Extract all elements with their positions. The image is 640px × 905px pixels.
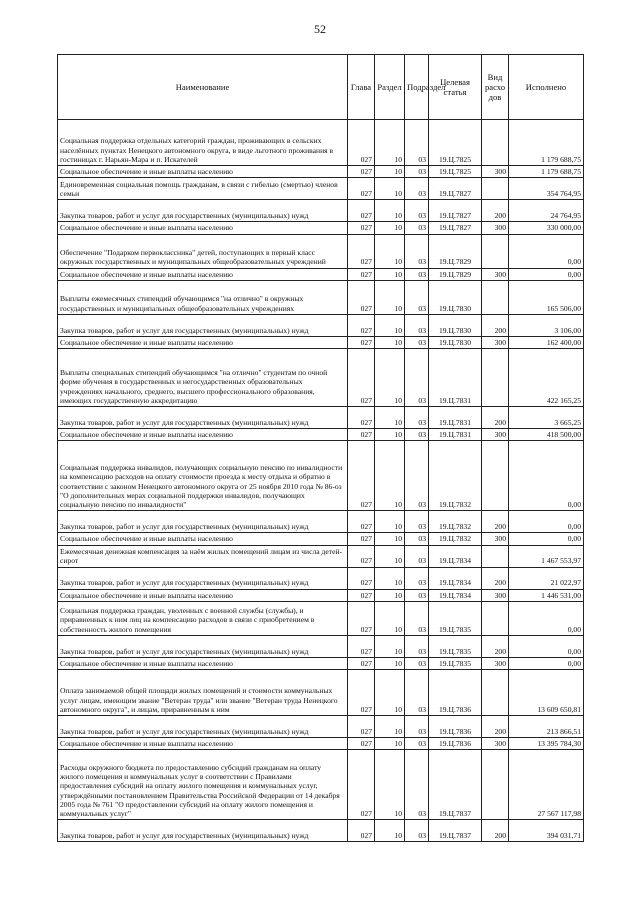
row-razdel: 10 [375,166,405,178]
row-glava: 027 [348,545,375,567]
row-name: Выплаты ежемесячных стипендий обучающимся "на отлично" в окружных государственных и муниципальных общеобразовательных учреждениях [58,280,348,314]
table-row [58,589,584,601]
row-celevaya-statya: 19.Ц.7831 [429,429,482,441]
row-podrazdel: 03 [405,635,429,657]
row-ispolneno: 0,00 [509,268,584,280]
row-glava: 027 [348,222,375,234]
row-vid-rashodov: 300 [482,166,509,178]
row-podrazdel: 03 [405,820,429,842]
row-podrazdel: 03 [405,200,429,222]
row-razdel: 10 [375,349,405,407]
row-vid-rashodov: 200 [482,716,509,738]
row-celevaya-statya: 19.Ц.7832 [429,533,482,545]
row-ispolneno: 0,00 [509,601,584,635]
row-podrazdel: 03 [405,750,429,820]
header-razdel: Раздел [375,55,405,120]
table-row [58,716,584,738]
table-row [58,200,584,222]
row-ispolneno: 27 567 117,98 [509,750,584,820]
row-vid-rashodov [482,441,509,511]
row-vid-rashodov: 200 [482,820,509,842]
row-celevaya-statya: 19.Ц.7837 [429,750,482,820]
row-podrazdel: 03 [405,738,429,750]
row-ispolneno: 0,00 [509,441,584,511]
budget-execution-table [57,54,584,842]
row-glava: 027 [348,670,375,716]
row-name: Социальное обеспечение и иные выплаты населению [58,657,348,669]
row-ispolneno: 13 609 650,81 [509,670,584,716]
row-name: Социальная поддержка граждан, уволенных с военной службы (службы), и приравненных к ним лиц на компенсацию расходов в связи с приобретением в собственность жилого помещения [58,601,348,635]
row-name: Расходы окружного бюджета по предоставлению субсидий гражданам на оплату жилого помещения и коммунальных услуг в соответствии с Правилами предоставления субсидий на оплату жилого помещения и коммунальных услуг, утверждёнными постановлением Правительства Российской Федерации от 14 декабря 2005 года № 761 "О предоставлении субсидий на оплату жилого помещения и коммунальных услуг" [58,750,348,820]
row-glava: 027 [348,657,375,669]
row-razdel: 10 [375,200,405,222]
table-row [58,750,584,820]
row-celevaya-statya: 19.Ц.7835 [429,635,482,657]
row-ispolneno: 165 506,00 [509,280,584,314]
row-ispolneno: 394 031,71 [509,820,584,842]
row-glava: 027 [348,429,375,441]
row-glava: 027 [348,738,375,750]
row-podrazdel: 03 [405,222,429,234]
row-glava: 027 [348,349,375,407]
row-razdel: 10 [375,716,405,738]
row-vid-rashodov [482,234,509,268]
row-glava: 027 [348,820,375,842]
row-name: Выплаты специальных стипендий обучающимся "на отлично" студентам по очной форме обучения в государственных и негосударственных образовательных учреждениях начального, среднего, высшего профессионального образования, имеющих государственную аккредитацию [58,349,348,407]
row-name: Закупка товаров, работ и услуг для государственных (муниципальных) нужд [58,567,348,589]
row-razdel: 10 [375,441,405,511]
row-podrazdel: 03 [405,336,429,348]
row-vid-rashodov [482,545,509,567]
row-name: Социальное обеспечение и иные выплаты населению [58,268,348,280]
row-glava: 027 [348,314,375,336]
table-row [58,349,584,407]
row-name: Обеспечение "Подарком первоклассника" детей, поступающих в первый класс окружных государственных и муниципальных общеобразовательных учреждений [58,234,348,268]
row-razdel: 10 [375,336,405,348]
row-ispolneno: 1 446 531,00 [509,589,584,601]
row-ispolneno: 213 866,51 [509,716,584,738]
row-name: Закупка товаров, работ и услуг для государственных (муниципальных) нужд [58,407,348,429]
row-name: Закупка товаров, работ и услуг для государственных (муниципальных) нужд [58,716,348,738]
row-ispolneno: 0,00 [509,533,584,545]
row-glava: 027 [348,166,375,178]
row-razdel: 10 [375,314,405,336]
row-razdel: 10 [375,601,405,635]
row-podrazdel: 03 [405,280,429,314]
row-vid-rashodov [482,670,509,716]
header-podrazdel: Подраздел [405,55,429,120]
table-row [58,280,584,314]
row-glava: 027 [348,716,375,738]
row-glava: 027 [348,635,375,657]
row-name: Закупка товаров, работ и услуг для государственных (муниципальных) нужд [58,511,348,533]
row-name: Социальное обеспечение и иные выплаты населению [58,222,348,234]
row-name: Закупка товаров, работ и услуг для государственных (муниципальных) нужд [58,200,348,222]
row-celevaya-statya: 19.Ц.7835 [429,657,482,669]
table-row [58,533,584,545]
row-podrazdel: 03 [405,545,429,567]
row-celevaya-statya: 19.Ц.7827 [429,200,482,222]
row-razdel: 10 [375,567,405,589]
row-razdel: 10 [375,533,405,545]
row-razdel: 10 [375,750,405,820]
row-celevaya-statya: 19.Ц.7836 [429,738,482,750]
row-celevaya-statya: 19.Ц.7832 [429,441,482,511]
row-vid-rashodov: 300 [482,657,509,669]
row-podrazdel: 03 [405,178,429,200]
row-vid-rashodov: 300 [482,533,509,545]
row-ispolneno: 1 467 553,97 [509,545,584,567]
table-row [58,429,584,441]
table-row [58,268,584,280]
row-glava: 027 [348,268,375,280]
row-name: Социальное обеспечение и иные выплаты населению [58,589,348,601]
row-celevaya-statya: 19.Ц.7834 [429,567,482,589]
row-name: Закупка товаров, работ и услуг для государственных (муниципальных) нужд [58,314,348,336]
row-name: Ежемесячная денежная компенсация за наём жилых помещений лицам из числа детей-сирот [58,545,348,567]
row-name: Социальное обеспечение и иные выплаты населению [58,166,348,178]
row-vid-rashodov: 300 [482,222,509,234]
row-ispolneno: 24 764,95 [509,200,584,222]
row-ispolneno: 422 165,25 [509,349,584,407]
table-row [58,657,584,669]
row-vid-rashodov [482,349,509,407]
row-glava: 027 [348,407,375,429]
row-ispolneno: 418 500,00 [509,429,584,441]
row-razdel: 10 [375,120,405,166]
row-glava: 027 [348,336,375,348]
row-razdel: 10 [375,635,405,657]
row-glava: 027 [348,234,375,268]
table-row [58,222,584,234]
row-celevaya-statya: 19.Ц.7829 [429,268,482,280]
row-ispolneno: 354 764,95 [509,178,584,200]
row-name: Социальное обеспечение и иные выплаты населению [58,738,348,750]
row-vid-rashodov: 200 [482,567,509,589]
table-row [58,441,584,511]
row-ispolneno: 0,00 [509,511,584,533]
row-celevaya-statya: 19.Ц.7831 [429,349,482,407]
row-celevaya-statya: 19.Ц.7825 [429,120,482,166]
row-vid-rashodov: 200 [482,511,509,533]
row-ispolneno: 21 022,97 [509,567,584,589]
row-ispolneno: 0,00 [509,234,584,268]
row-celevaya-statya: 19.Ц.7830 [429,280,482,314]
row-razdel: 10 [375,820,405,842]
row-celevaya-statya: 19.Ц.7825 [429,166,482,178]
row-podrazdel: 03 [405,120,429,166]
table-row [58,820,584,842]
row-podrazdel: 03 [405,670,429,716]
row-podrazdel: 03 [405,716,429,738]
row-glava: 027 [348,750,375,820]
row-celevaya-statya: 19.Ц.7837 [429,820,482,842]
row-razdel: 10 [375,407,405,429]
row-name: Социальное обеспечение и иные выплаты населению [58,336,348,348]
row-glava: 027 [348,120,375,166]
row-podrazdel: 03 [405,567,429,589]
row-razdel: 10 [375,268,405,280]
row-podrazdel: 03 [405,314,429,336]
row-vid-rashodov: 200 [482,635,509,657]
table-row [58,407,584,429]
row-name: Единовременная социальная помощь гражданам, в связи с гибелью (смертью) членов семьи [58,178,348,200]
row-podrazdel: 03 [405,511,429,533]
row-glava: 027 [348,511,375,533]
row-celevaya-statya: 19.Ц.7830 [429,314,482,336]
row-podrazdel: 03 [405,166,429,178]
row-glava: 027 [348,533,375,545]
page-number: 52 [314,22,326,36]
row-razdel: 10 [375,280,405,314]
row-glava: 027 [348,601,375,635]
row-celevaya-statya: 19.Ц.7830 [429,336,482,348]
row-razdel: 10 [375,657,405,669]
row-podrazdel: 03 [405,589,429,601]
row-celevaya-statya: 19.Ц.7834 [429,589,482,601]
table-row [58,670,584,716]
table-row [58,314,584,336]
row-vid-rashodov: 200 [482,200,509,222]
table-row [58,635,584,657]
row-ispolneno: 3 106,00 [509,314,584,336]
row-vid-rashodov: 200 [482,407,509,429]
row-ispolneno: 1 179 688,75 [509,120,584,166]
row-celevaya-statya: 19.Ц.7827 [429,178,482,200]
row-razdel: 10 [375,429,405,441]
row-name: Социальное обеспечение и иные выплаты населению [58,533,348,545]
row-vid-rashodov: 300 [482,268,509,280]
row-ispolneno: 330 000,00 [509,222,584,234]
row-vid-rashodov: 300 [482,336,509,348]
header-glava: Глава [348,55,375,120]
row-celevaya-statya: 19.Ц.7836 [429,670,482,716]
row-vid-rashodov: 300 [482,589,509,601]
row-podrazdel: 03 [405,533,429,545]
row-glava: 027 [348,280,375,314]
row-name: Социальная поддержка отдельных категорий граждан, проживающих в сельских населённых пунктах Ненецкого автономного округа, в виде льготного проживания в гостиницах г. Нарьян-Мара и п. Искателей [58,120,348,166]
row-celevaya-statya: 19.Ц.7831 [429,407,482,429]
table-row [58,601,584,635]
row-vid-rashodov [482,601,509,635]
row-name: Социальная поддержка инвалидов, получающих социальную пенсию по инвалидности на компенсацию расходов на оплату стоимости проезда к месту отдыха и обратно в соответствии с законом Ненецкого автономного округа от 25 ноября 2010 года № 86-оз "О дополнительных мерах социальной поддержки инвалидов, получающих социальную пенсию по инвалидности" [58,441,348,511]
row-podrazdel: 03 [405,657,429,669]
row-razdel: 10 [375,511,405,533]
row-celevaya-statya: 19.Ц.7836 [429,716,482,738]
table-row [58,166,584,178]
row-vid-rashodov: 200 [482,314,509,336]
table-row [58,120,584,166]
header-vid-rashodov: Вид расхо дов [482,55,509,120]
row-celevaya-statya: 19.Ц.7829 [429,234,482,268]
table-row [58,336,584,348]
row-razdel: 10 [375,589,405,601]
row-podrazdel: 03 [405,601,429,635]
table-row [58,511,584,533]
row-razdel: 10 [375,178,405,200]
table-row [58,567,584,589]
row-celevaya-statya: 19.Ц.7832 [429,511,482,533]
row-vid-rashodov [482,280,509,314]
row-name: Оплата занимаемой общей площади жилых помещений и стоимости коммунальных услуг лицам, имеющим звание "Ветеран труда" или звание "Ветеран труда Ненецкого автономного округа", и лицам, приравненным к ним [58,670,348,716]
row-podrazdel: 03 [405,268,429,280]
row-glava: 027 [348,178,375,200]
header-name: Наименование [58,55,348,120]
row-podrazdel: 03 [405,441,429,511]
table-row [58,234,584,268]
table-row [58,178,584,200]
row-celevaya-statya: 19.Ц.7834 [429,545,482,567]
row-razdel: 10 [375,670,405,716]
table-row [58,738,584,750]
row-ispolneno: 13 395 784,30 [509,738,584,750]
row-podrazdel: 03 [405,429,429,441]
row-ispolneno: 3 665,25 [509,407,584,429]
row-razdel: 10 [375,234,405,268]
row-vid-rashodov [482,120,509,166]
row-name: Закупка товаров, работ и услуг для государственных (муниципальных) нужд [58,820,348,842]
row-razdel: 10 [375,738,405,750]
row-podrazdel: 03 [405,349,429,407]
row-ispolneno: 0,00 [509,657,584,669]
row-podrazdel: 03 [405,407,429,429]
row-glava: 027 [348,567,375,589]
row-vid-rashodov: 300 [482,738,509,750]
row-vid-rashodov [482,178,509,200]
header-celevaya-statya: Целевая статья [429,55,482,120]
row-ispolneno: 1 179 688,75 [509,166,584,178]
row-glava: 027 [348,441,375,511]
row-celevaya-statya: 19.Ц.7835 [429,601,482,635]
row-glava: 027 [348,200,375,222]
table-header-row [58,55,584,120]
row-podrazdel: 03 [405,234,429,268]
row-name: Закупка товаров, работ и услуг для государственных (муниципальных) нужд [58,635,348,657]
row-name: Социальное обеспечение и иные выплаты населению [58,429,348,441]
row-celevaya-statya: 19.Ц.7827 [429,222,482,234]
row-vid-rashodov [482,750,509,820]
header-ispolneno: Исполнено [509,55,584,120]
row-glava: 027 [348,589,375,601]
row-ispolneno: 0,00 [509,635,584,657]
row-ispolneno: 162 400,00 [509,336,584,348]
row-razdel: 10 [375,222,405,234]
row-razdel: 10 [375,545,405,567]
table-row [58,545,584,567]
row-vid-rashodov: 300 [482,429,509,441]
